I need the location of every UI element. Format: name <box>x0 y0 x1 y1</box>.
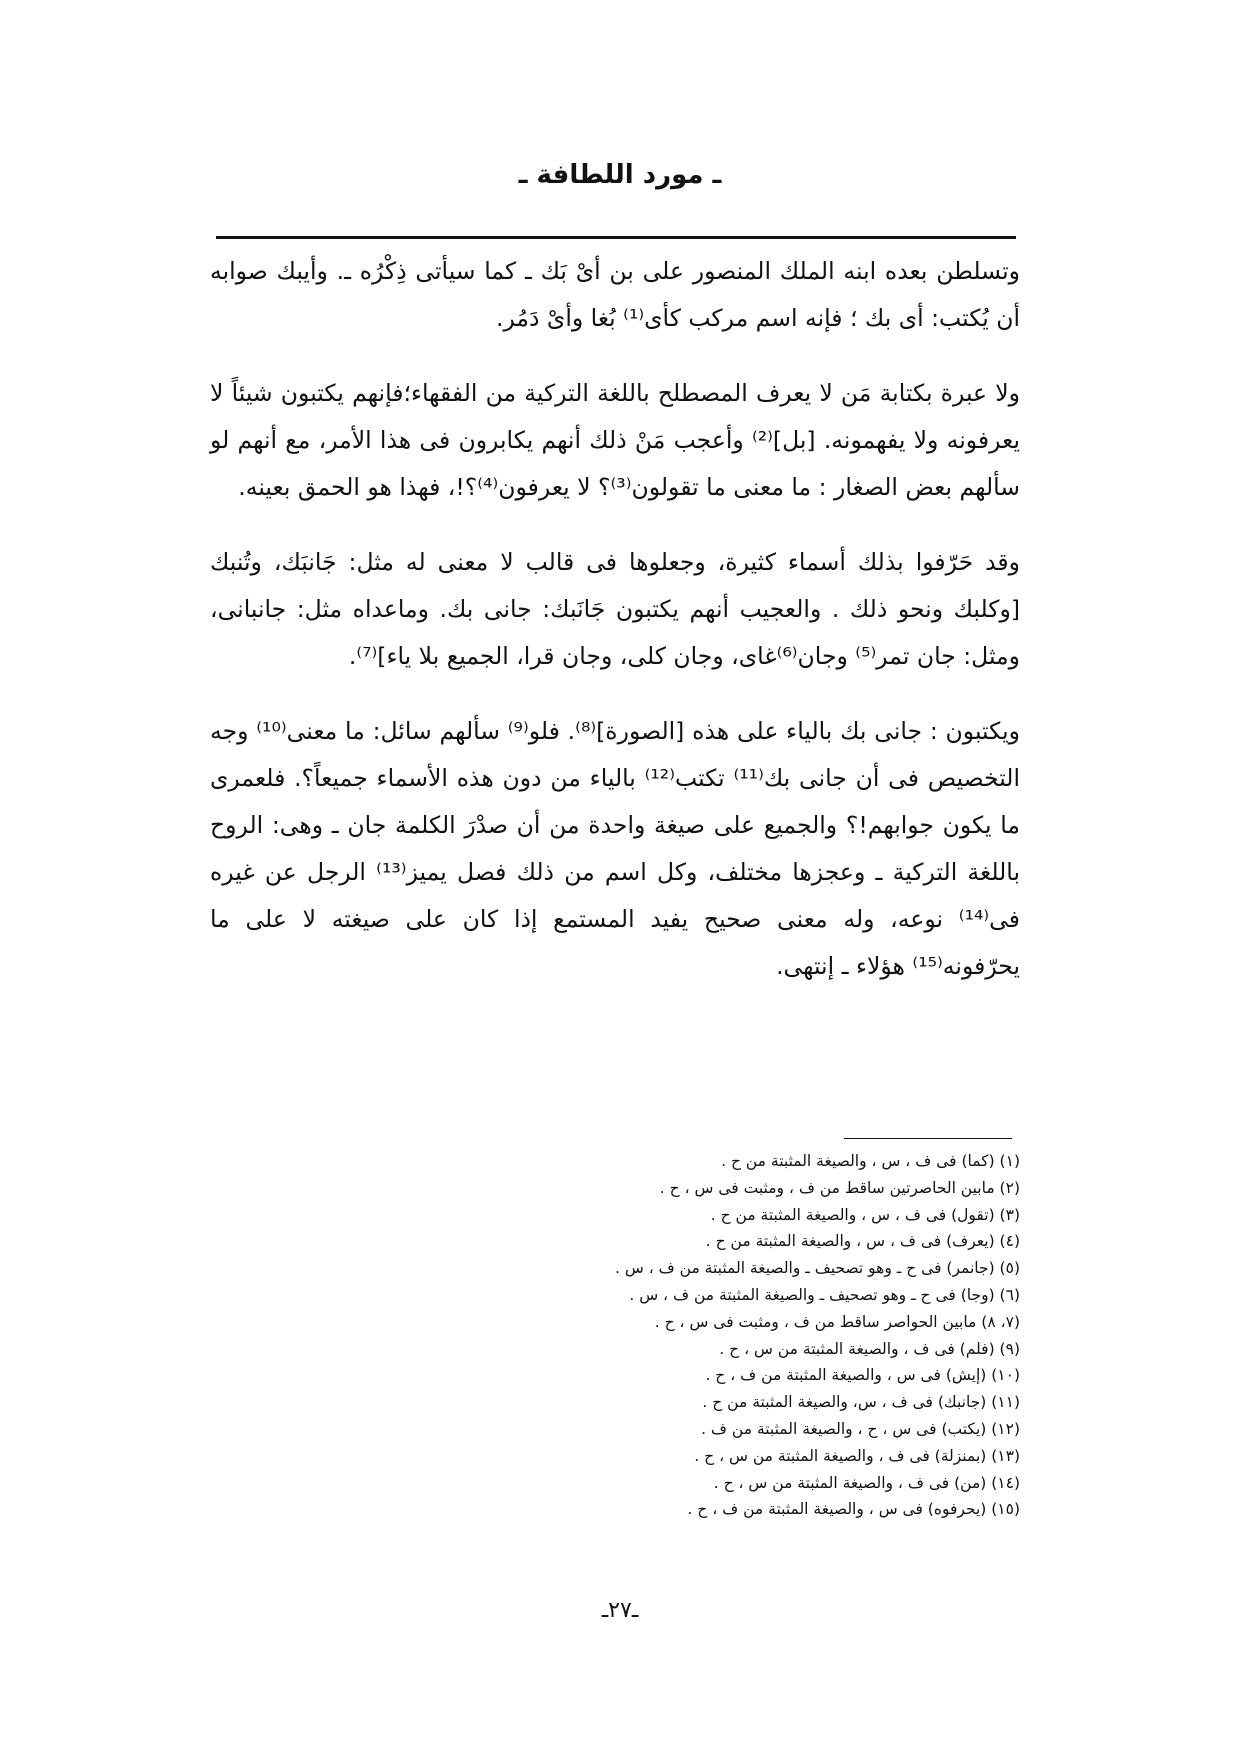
footnote: (١٤) (من) فى ف ، والصيغة المثبتة من س ، ح . <box>713 1473 1020 1492</box>
footnote: (٩) (فلم) فى ف ، والصيغة المثبتة من س ، ح . <box>719 1339 1020 1358</box>
footnote: (١٢) (يكتب) فى س ، ح ، والصيغة المثبتة من ف . <box>701 1419 1020 1438</box>
footnote: (٧، ٨) مابين الحواصر ساقط من ف ، ومثبت فى س ، ح . <box>654 1312 1020 1331</box>
paragraph: وتسلطن بعده ابنه الملك المنصور على بن أىْ بَك ـ كما سيأتى ذِكْرُه ـ. وأيبك صوابه أن يُكتب: أى بك ؛ فإنه اسم مركب كأى⁽¹⁾ بُغا وأىْ دَمُر. <box>210 257 1020 332</box>
footnote: (٣) (تقول) فى ف ، س ، والصيغة المثبتة من ح . <box>710 1205 1020 1224</box>
paragraph: ويكتبون : جانى بك بالياء على هذه [الصورة]⁽⁸⁾. فلو⁽⁹⁾ سألهم سائل: ما معنى⁽¹⁰⁾ وجه التخصيص فى أن جانى بك⁽¹¹⁾ تكتب⁽¹²⁾ بالياء من دون هذه الأسماء جميعاً؟. فلعمرى ما يكون جوابهم!؟ والجميع على صيغة واحدة من أن صدْرَ الكلمة جان ـ وهى: الروح باللغة التركية ـ وعجزها مختلف، وكل اسم من ذلك فصل يميز⁽¹³⁾ الرجل عن غيره فى⁽¹⁴⁾ نوعه، وله معنى صحيح يفيد المستمع إذا كان على صيغته لا على ما يحرّفونه⁽¹⁵⁾ هؤلاء ـ إنتهى. <box>210 717 1021 980</box>
body-text <box>210 248 1020 1018</box>
paragraph: وقد حَرّفوا بذلك أسماء كثيرة، وجعلوها فى قالب لا معنى له مثل: جَانبَك، وتُنبك [وكلبك ونحو ذلك . والعجيب أنهم يكتبون جَانَبك: جانى بك. وماعداه مثل: جانبانى، ومثل: جان تمر⁽⁵⁾ وجان⁽⁶⁾غاى، وجان كلى، وجان قرا، الجميع بلا ياء]⁽⁷⁾. <box>210 548 1020 670</box>
page-number: ـ٢٧ـ <box>601 1598 639 1623</box>
footnote: (٦) (وجا) فى ح ـ وهو تصحيف ـ والصيغة المثبتة من ف ، س . <box>629 1285 1020 1304</box>
footnote: (١٠) (إيش) فى س ، والصيغة المثبتة من ف ، ح . <box>705 1366 1020 1385</box>
footnote: (٥) (جانمر) فى ح ـ وهو تصحيف ـ والصيغة المثبتة من ف ، س . <box>615 1259 1020 1278</box>
footnotes-list <box>420 1148 1020 1523</box>
paragraph: ولا عبرة بكتابة مَن لا يعرف المصطلح باللغة التركية من الفقهاء؛فإنهم يكتبون شيئاً لا يعرفونه ولا يفهمونه. [بل]⁽²⁾ وأعجب مَنْ ذلك أنهم يكابرون فى هذا الأمر، مع أنهم لو سألهم بعض الصغار : ما معنى ما تقولون⁽³⁾؟ لا يعرفون⁽⁴⁾؟!، فهذا هو الحمق بعينه. <box>210 379 1020 501</box>
footnote: (١٥) (يحرفوه) فى س ، والصيغة المثبتة من ف ، ح . <box>687 1500 1020 1519</box>
header-rule <box>216 236 1016 239</box>
footnote: (١١) (جانبك) فى ف ، س، والصيغة المثبتة من ح . <box>702 1393 1020 1412</box>
footnote: (١) (كما) فى ف ، س ، والصيغة المثبتة من ح . <box>721 1152 1020 1170</box>
page-header: ـ مورد اللطافة ـ <box>518 160 722 190</box>
footnote: (١٣) (بمنزلة) فى ف ، والصيغة المثبتة من س ، ح . <box>694 1446 1020 1465</box>
footnote: (٢) مابين الحاصرتين ساقط من ف ، ومثبت فى س ، ح . <box>659 1178 1020 1197</box>
footnote-rule <box>844 1138 1012 1139</box>
footnote: (٤) (يعرف) فى ف ، س ، والصيغة المثبتة من ح . <box>705 1232 1020 1251</box>
